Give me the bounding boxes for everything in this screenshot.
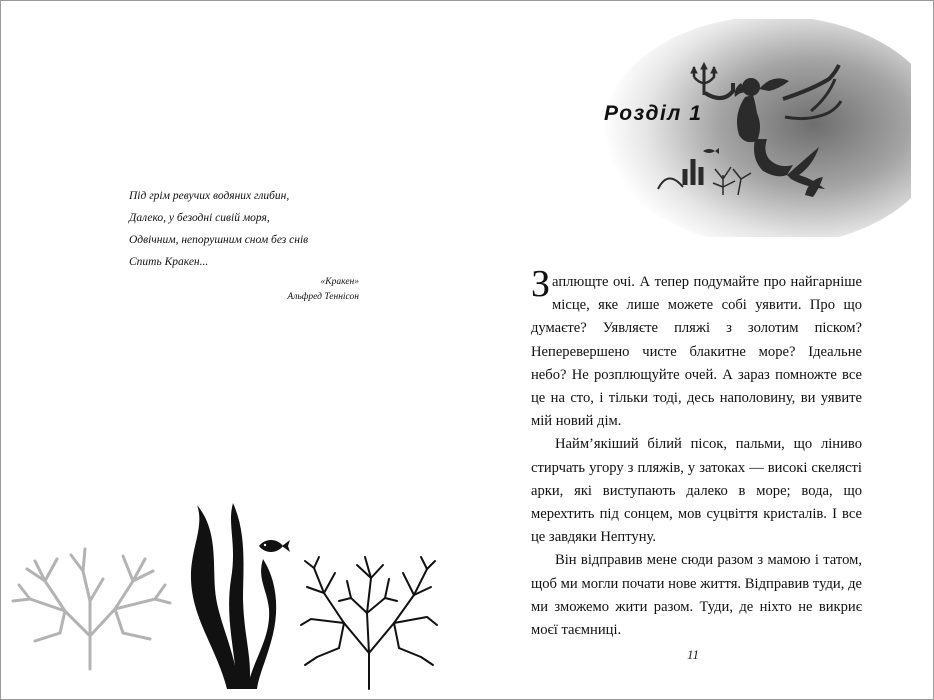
epigraph-line: Одвічним, непорушним сном без снів	[129, 234, 309, 246]
fish-icon	[257, 537, 291, 555]
epigraph-attribution	[287, 275, 359, 305]
grey-coral-icon	[5, 541, 175, 671]
black-seaweed-icon	[187, 499, 279, 691]
epigraph-line: Спить Кракен...	[129, 256, 209, 268]
black-coral-icon	[299, 553, 439, 691]
epigraph-source-title: «Кракен»	[320, 277, 359, 287]
paragraph: Найм’якіший білий пісок, пальми, що ліниво стирчать угору з пляжів, у затоках — високі скелясті арки, які виступають далеко в море; вода, що мерехтить під сонцем, мов суцвіття кристалів. І все це завдяки Нептуну.	[531, 436, 862, 546]
chapter-body	[531, 263, 862, 642]
page-number: 11	[687, 647, 700, 662]
paragraph-text: аплющте очі. А тепер подумайте про найгарніше місце, яке лише можете собі уявити. Про що думаєте? Уявляєте пляжі з золотим піском? Неперевершено чисте блакитне море? Ідеальне небо? Не розплющуйте очей. А зараз помножте все це на сто, і тільки тоді, десь наполовину, ви уявите мій новий дім.	[531, 274, 862, 430]
drop-cap: З	[531, 263, 551, 305]
paragraph	[531, 263, 862, 433]
epigraph-line: Під грім ревучих водяних глибин,	[129, 190, 290, 202]
epigraph-line: Далеко, у безодні сивій моря,	[129, 212, 270, 224]
epigraph	[129, 185, 359, 302]
chapter-title: Розділ 1	[604, 102, 703, 125]
epigraph-source-author: Альфред Теннісон	[287, 292, 359, 302]
paragraph: Він відправив мене сюди разом з мамою і татом, щоб ми могли почати нове життя. Відправив туди, де ми зможемо жити разом. Туди, де ніхто не викриє моєї таємниці.	[531, 552, 862, 639]
chapter-illustration	[573, 19, 911, 237]
